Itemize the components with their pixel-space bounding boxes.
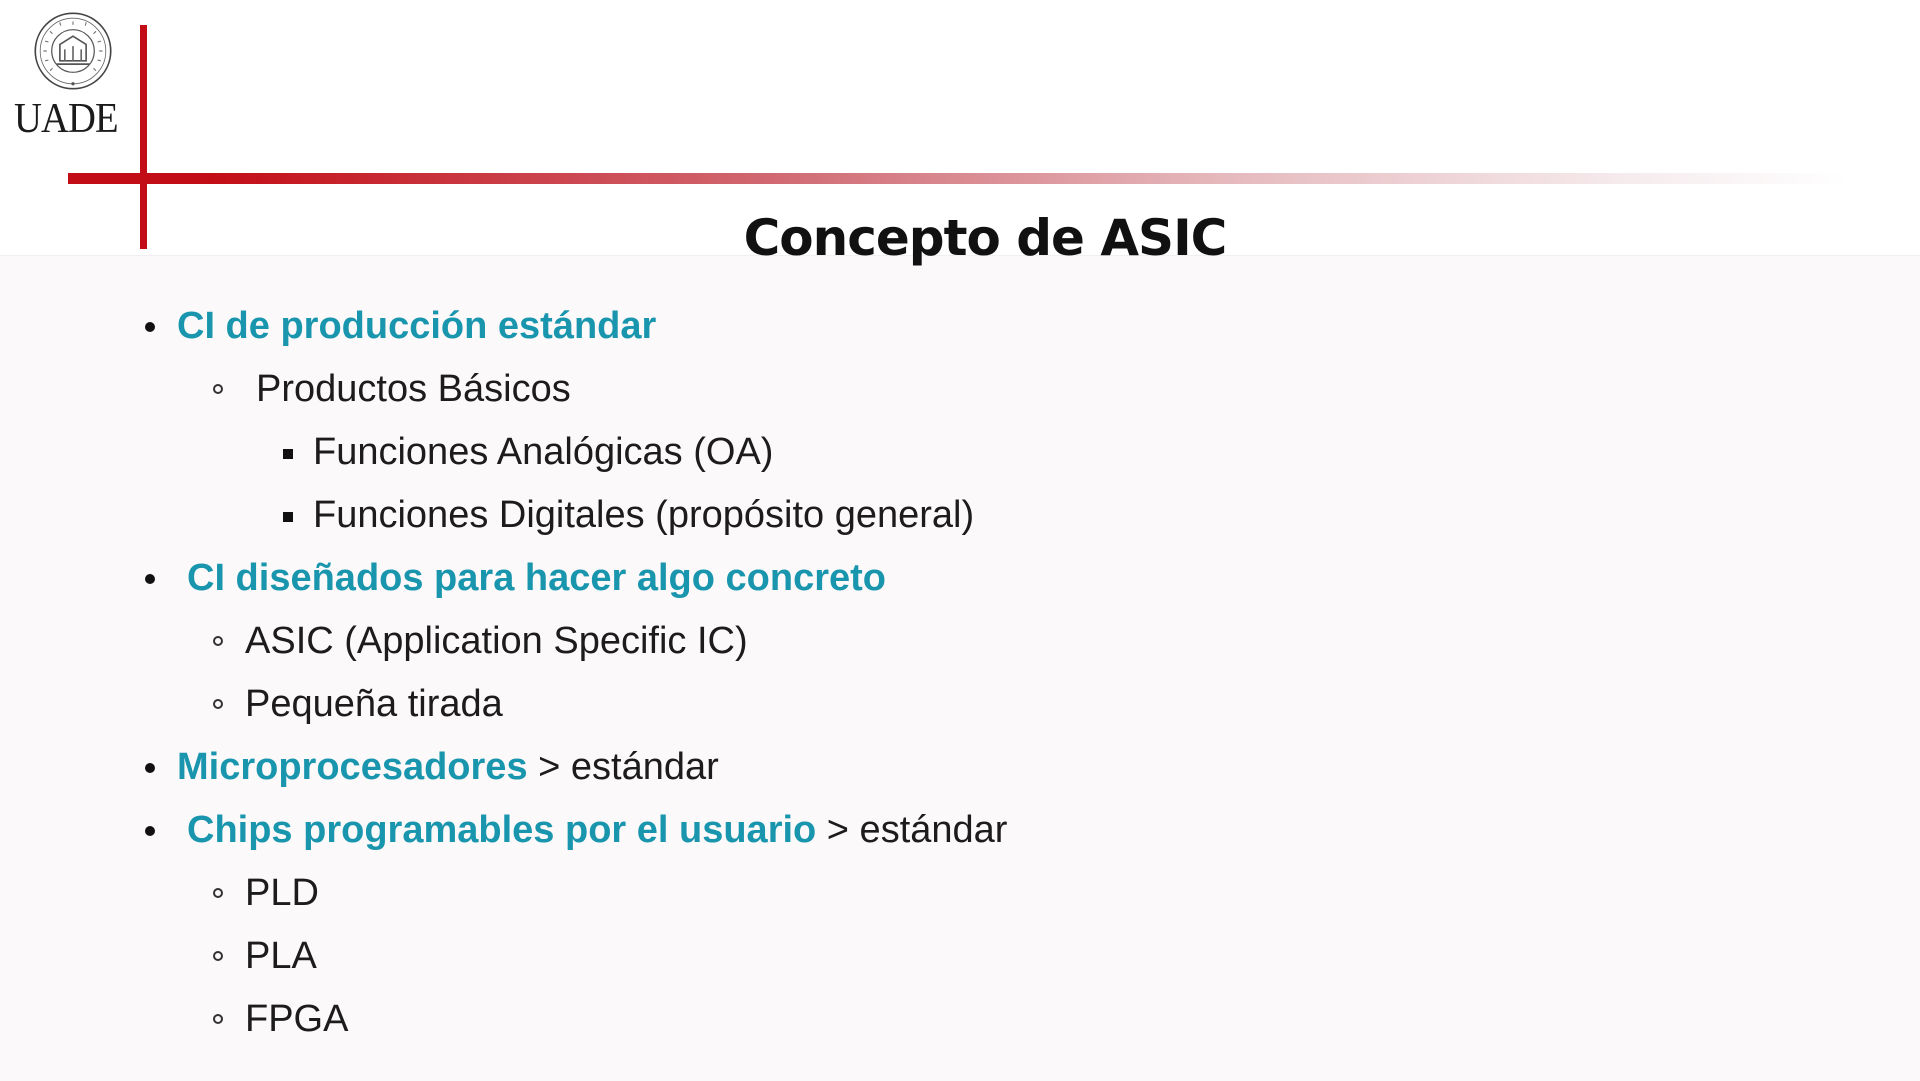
item-highlight: Microprocesadores [177,746,528,788]
item-highlight: Chips programables por el usuario [187,809,817,851]
item-text: FPGA [245,998,349,1040]
slide-title: Concepto de ASIC [743,209,1227,267]
uade-logo [14,8,132,148]
bullet-dot-icon [145,322,155,332]
item-text: PLA [245,935,317,977]
bullet-item-small-run [0,673,1920,736]
bullet-circle-icon [213,699,223,709]
bullet-dot-icon [145,763,155,773]
item-text: > estándar [816,809,1008,851]
bullet-item-programmable-chips [0,799,1920,862]
item-text: PLD [245,872,319,914]
bullet-circle-icon [213,384,223,394]
bullet-item-analog-functions [0,421,1920,484]
bullet-item-basic-products [0,358,1920,421]
bullet-item-asic [0,610,1920,673]
bullet-item-fpga [0,988,1920,1051]
bullet-dot-icon [145,574,155,584]
item-text: Funciones Analógicas (OA) [313,431,774,473]
bullet-item-microprocessors [0,736,1920,799]
item-text: ASIC (Application Specific IC) [245,620,748,662]
bullet-circle-icon [213,888,223,898]
bullet-item-pld [0,862,1920,925]
bullet-square-icon [283,449,293,459]
item-highlight: CI diseñados para hacer algo concreto [187,557,886,599]
bullet-item-digital-functions [0,484,1920,547]
item-text: Productos Básicos [256,368,571,410]
item-text: > estándar [527,746,719,788]
bullet-dot-icon [145,826,155,836]
bullet-item-pla [0,925,1920,988]
item-text: Pequeña tirada [245,683,503,725]
red-horizontal-rule [68,173,1848,184]
bullet-circle-icon [213,951,223,961]
bullet-item-standard-ic [0,295,1920,358]
bullet-circle-icon [213,636,223,646]
university-seal-icon [32,8,114,94]
logo-wordmark: UADE [14,96,118,142]
bullet-square-icon [283,512,293,522]
item-text: Funciones Digitales (propósito general) [313,494,975,536]
bullet-item-designed-ic [0,547,1920,610]
bullet-circle-icon [213,1014,223,1024]
item-highlight: CI de producción estándar [177,305,657,347]
bullet-outline [0,295,1920,1051]
